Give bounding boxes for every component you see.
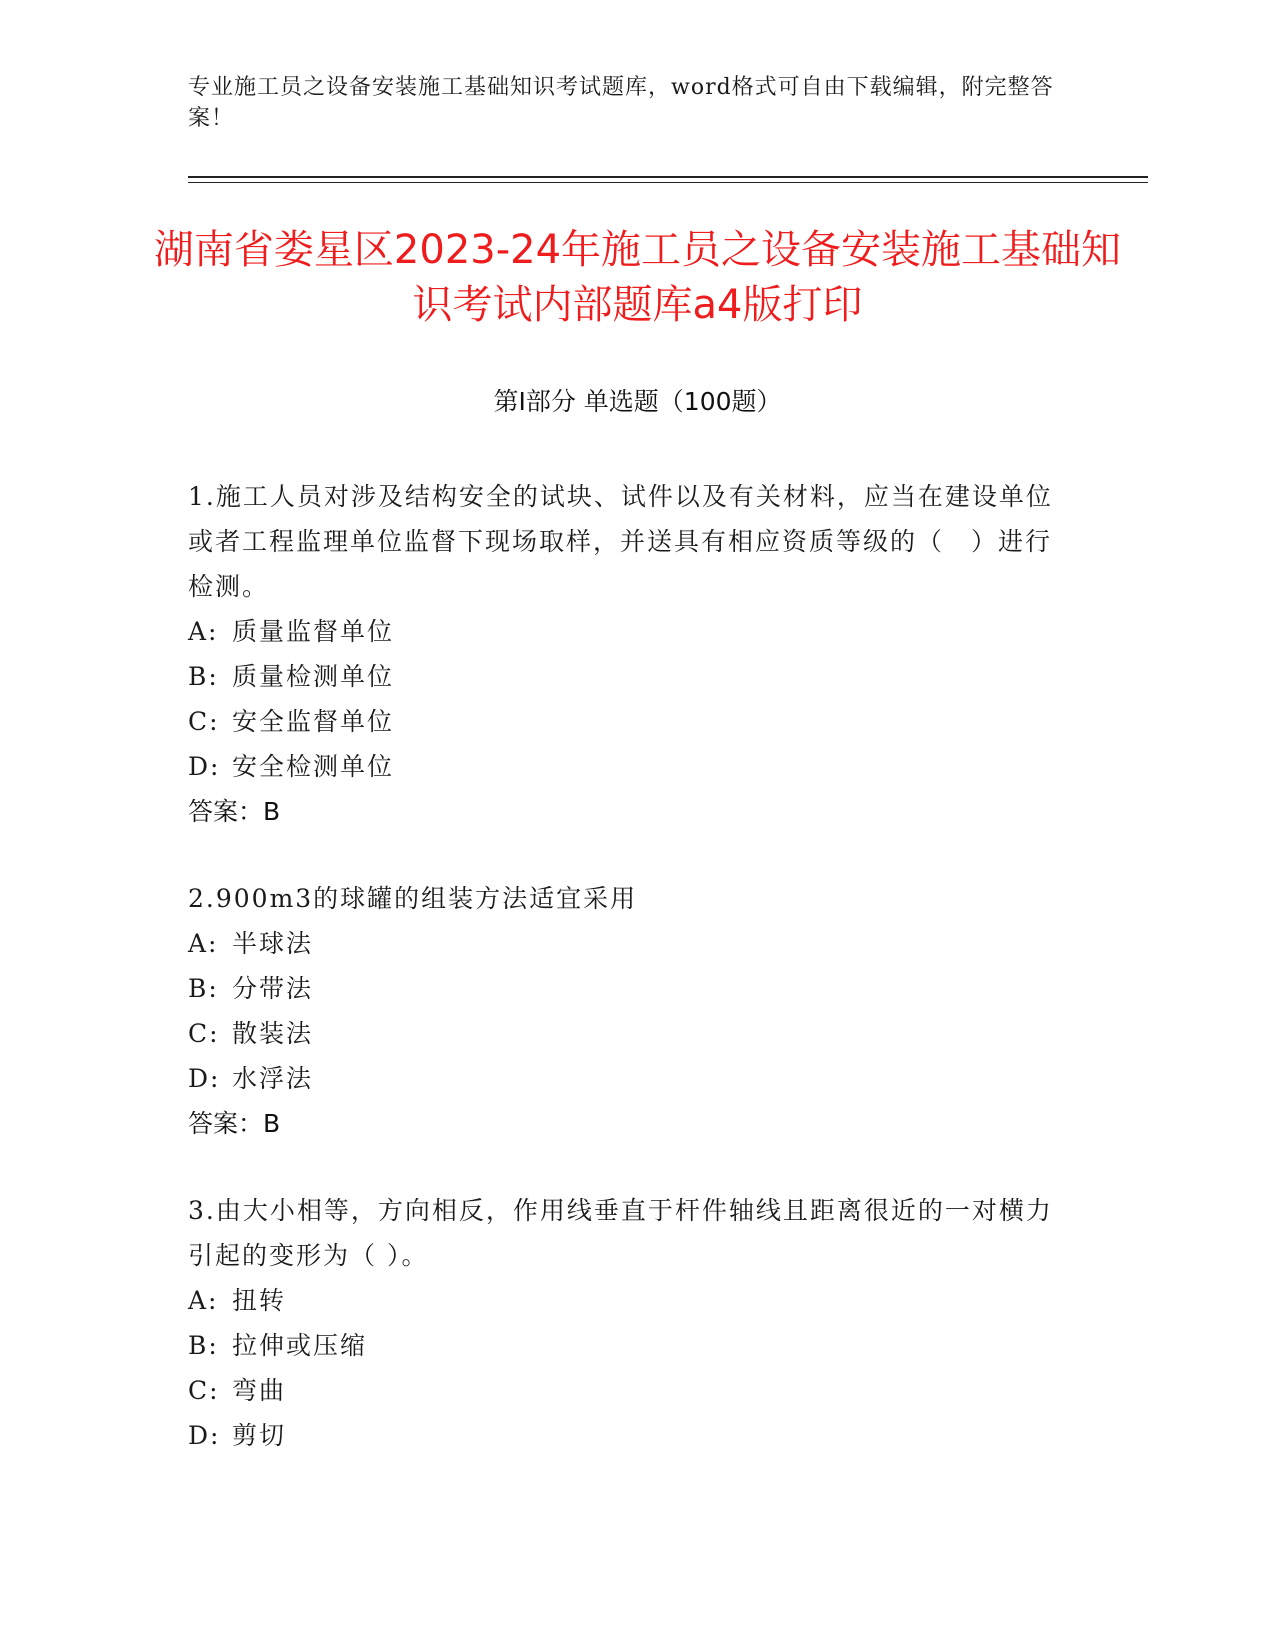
option-text: 剪切 xyxy=(232,1421,287,1450)
option-a xyxy=(188,1278,1068,1323)
option-text: 质量检测单位 xyxy=(232,662,395,691)
option-a xyxy=(188,921,1068,966)
header-divider-thick xyxy=(188,176,1148,178)
option-b xyxy=(188,654,1068,699)
option-text: 分带法 xyxy=(232,974,314,1003)
option-text: 安全监督单位 xyxy=(232,707,395,736)
option-text: 半球法 xyxy=(232,929,314,958)
option-a xyxy=(188,609,1068,654)
option-text: 质量监督单位 xyxy=(232,617,395,646)
option-label: A: xyxy=(188,929,219,958)
option-text: 拉伸或压缩 xyxy=(232,1331,368,1360)
header-divider-thin xyxy=(188,182,1148,183)
option-b xyxy=(188,966,1068,1011)
question-text: 1.施工人员对涉及结构安全的试块、试件以及有关材料，应当在建设单位或者工程监理单位监督下现场取样，并送具有相应资质等级的（ ）进行检测。 xyxy=(188,482,1053,601)
option-label: C: xyxy=(188,707,220,736)
option-label: D: xyxy=(188,1064,221,1093)
document-title: 湖南省娄星区2023-24年施工员之设备安装施工基础知识考试内部题库a4版打印 xyxy=(153,227,1122,328)
option-label: A: xyxy=(188,1286,219,1315)
answer: 答案：B xyxy=(188,797,281,826)
answer: 答案：B xyxy=(188,1109,281,1138)
option-label: B: xyxy=(188,1331,219,1360)
option-c xyxy=(188,1368,1068,1413)
option-label: C: xyxy=(188,1019,220,1048)
option-label: A: xyxy=(188,617,219,646)
question-text: 3.由大小相等，方向相反，作用线垂直于杆件轴线且距离很近的一对横力引起的变形为（ ）。 xyxy=(188,1196,1053,1270)
question-1 xyxy=(188,474,1068,834)
option-label: B: xyxy=(188,974,219,1003)
option-text: 散装法 xyxy=(232,1019,314,1048)
option-d xyxy=(188,744,1068,789)
option-c xyxy=(188,1011,1068,1056)
question-2 xyxy=(188,876,1068,1146)
question-list xyxy=(188,474,1068,1500)
option-text: 水浮法 xyxy=(232,1064,314,1093)
option-d xyxy=(188,1413,1068,1458)
option-text: 弯曲 xyxy=(232,1376,287,1405)
option-label: D: xyxy=(188,752,221,781)
option-text: 安全检测单位 xyxy=(232,752,395,781)
option-text: 扭转 xyxy=(232,1286,287,1315)
option-label: C: xyxy=(188,1376,220,1405)
intro-text: 专业施工员之设备安装施工基础知识考试题库，word格式可自由下载编辑，附完整答案！ xyxy=(188,75,1054,131)
option-c xyxy=(188,699,1068,744)
question-text: 2.900m3的球罐的组装方法适宜采用 xyxy=(188,884,638,913)
section-title: 第Ⅰ部分 单选题（100题） xyxy=(493,387,782,416)
question-3 xyxy=(188,1188,1068,1458)
option-d xyxy=(188,1056,1068,1101)
option-label: D: xyxy=(188,1421,221,1450)
option-label: B: xyxy=(188,662,219,691)
option-b xyxy=(188,1323,1068,1368)
